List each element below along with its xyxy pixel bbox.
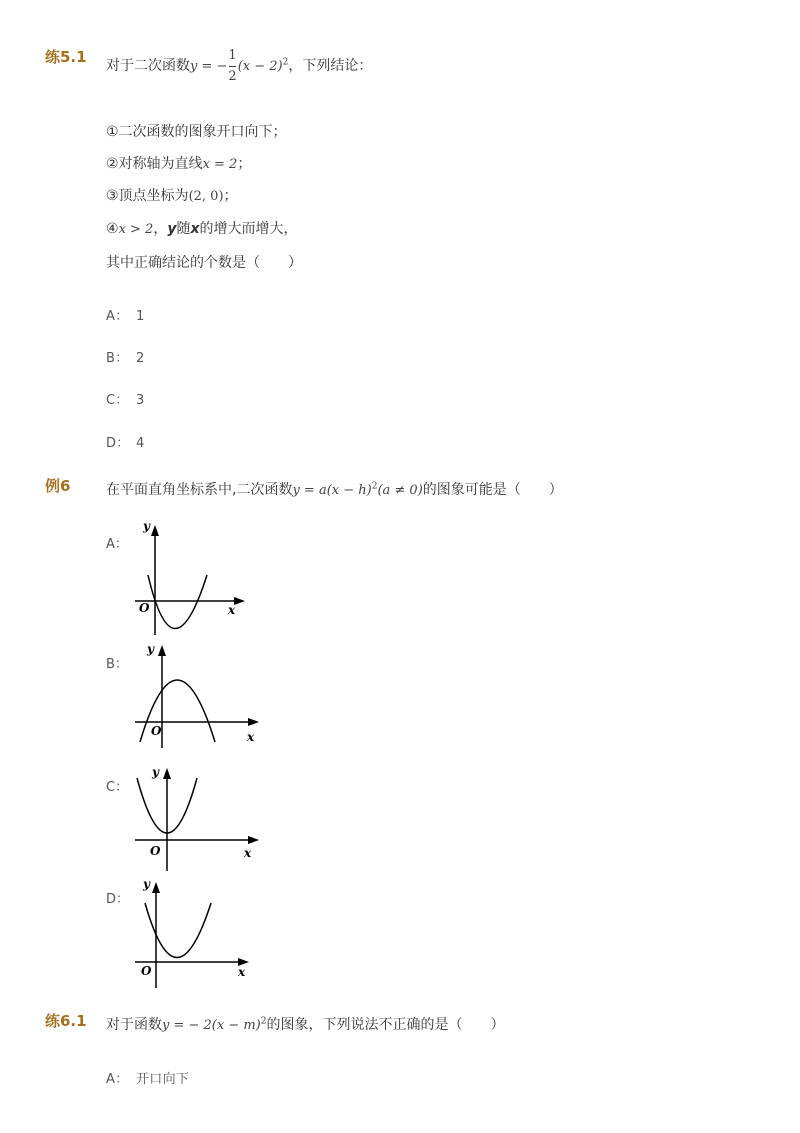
axis-y-label: y — [152, 765, 159, 779]
question-tag: 练5.1 — [45, 48, 87, 66]
question-stem — [106, 46, 372, 87]
axis-x-label: x — [238, 965, 246, 979]
option-a-label[interactable]: A： — [106, 537, 128, 552]
question-stem: 对于函数y = − $2(x - m)^2$的图象，下列说法不正确的是（ ） — [106, 1016, 505, 1033]
option-d[interactable]: D： 4 — [106, 436, 145, 451]
statement-2: ②对称轴为直线x = 2； — [106, 156, 252, 172]
origin-label: O — [141, 964, 152, 978]
statement-4: ④x > 2，y随x的增大而增大， — [106, 221, 298, 237]
axis-y-label: y — [147, 642, 154, 656]
graph-a[interactable] — [130, 520, 250, 640]
stem-text-post: ，下列结论： — [288, 58, 373, 74]
origin-label: O — [151, 724, 162, 738]
question-tag: 练6.1 — [45, 1012, 87, 1030]
question-stem: 在平面直角坐标系中,二次函数$y = a(x - h)^2(a \ne 0)$的图象可能是（ ） — [106, 481, 563, 498]
graph-d[interactable] — [130, 875, 255, 990]
statement-1: ①二次函数的图象开口向下； — [106, 124, 287, 140]
option-c-label[interactable]: C： — [106, 780, 129, 795]
axis-x-label: x — [228, 603, 236, 617]
origin-label: O — [150, 844, 161, 858]
graph-c[interactable] — [130, 763, 265, 873]
fraction: $\frac{1}{2}$ — [228, 48, 237, 84]
stem-text-pre: 对于二次函数 — [106, 58, 190, 74]
question-prompt: 其中正确结论的个数是（ ） — [106, 255, 302, 271]
formula: y = − $2(x - m)^2$ — [162, 1016, 267, 1033]
option-c[interactable]: C： 3 — [106, 393, 145, 408]
option-a[interactable]: A： 1 — [106, 309, 145, 324]
option-b[interactable]: B： 2 — [106, 351, 145, 366]
formula: y = − $\frac{1}{2}$ $(x - 2)^2$ — [190, 59, 288, 74]
origin-label: O — [139, 601, 150, 615]
option-d-label[interactable]: D： — [106, 892, 130, 907]
statement-3: ③顶点坐标为(2, 0)； — [106, 188, 238, 204]
formula: $y = a(x - h)^2(a \ne 0)$ — [292, 481, 423, 498]
axis-x-label: x — [244, 846, 252, 860]
graph-b[interactable] — [130, 640, 265, 750]
axis-y-label: y — [143, 520, 150, 533]
axis-x-label: x — [247, 730, 255, 744]
option-a[interactable]: A： 开口向下 — [106, 1072, 190, 1087]
question-tag: 例6 — [45, 477, 71, 495]
axis-y-label: y — [143, 877, 150, 891]
option-b-label[interactable]: B： — [106, 657, 128, 672]
